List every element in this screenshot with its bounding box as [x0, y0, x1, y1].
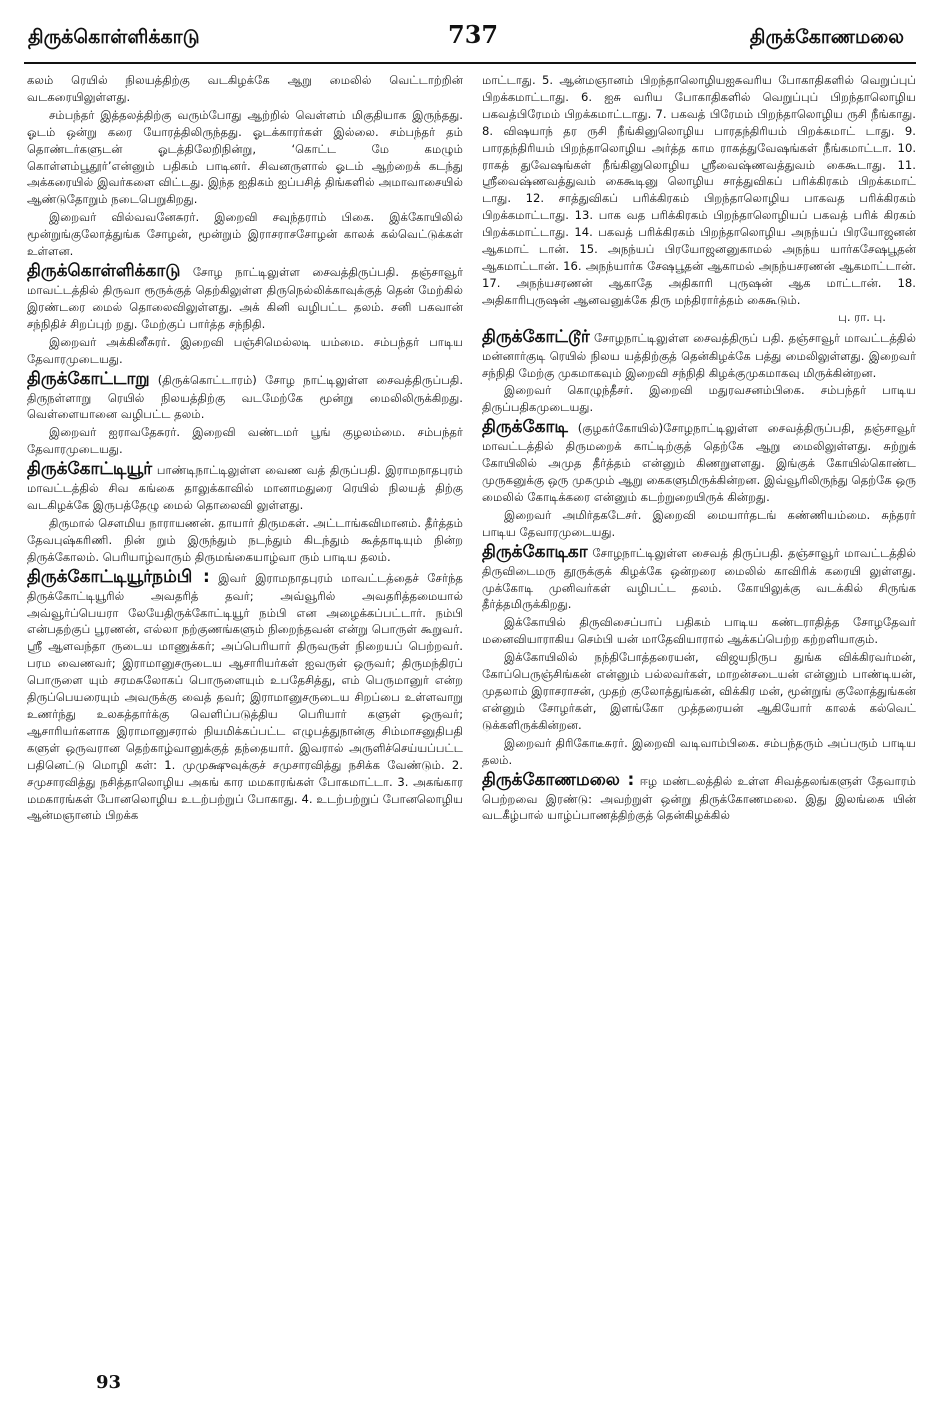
entry	[482, 542, 916, 614]
entry-body: சோழநாட்டிலுள்ள சைவத்திருப் பதி. தஞ்சாவூர் மாவட்டத்தில் மன்னார்குடி ரெயில் நிலய யத்திற்குத் தென்கிழக்கே பத்து மைலிலுள்ளது. இறைவர் சந்நிதி மேற்கு முகமாகவும் இறைவி சந்நிதி கிழக்குமுகமாகவு மிருக்கின்றன.	[482, 330, 916, 380]
entry-headword: திருக்கோட்டியூர்நம்பி :	[27, 566, 210, 587]
entry-headword: திருக்கோடிகா	[482, 541, 588, 562]
paragraph: இறைவர் அமிர்தகடேசர். இறைவி மையார்தடங் கண்ணியம்மை. சுந்தரர் பாடிய தேவாரமுடையது.	[482, 507, 916, 539]
header-rule	[24, 62, 916, 64]
paragraph: திருமால் சௌமிய நாராயணன். தாயார் திருமகள். அட்டாங்கவிமானம். தீர்த்தம் தேவபுஷ்கரிணி. நின் றும் இருந்தும் நடந்தும் கிடந்தும் கூத்தாடியும் நின்ற திருக்கோலம். பெரியாழ்வாரும் திருமங்கையாழ்வா ரும் பாடிய தலம்.	[27, 515, 463, 564]
entry	[27, 459, 463, 514]
paragraph	[482, 72, 916, 326]
entry-body: சோழ நாட்டிலுள்ள சைவத்திருப்பதி. தஞ்சாவூர் மாவட்டத்தில் திருவா ரூருக்குத் தெற்கிலுள்ள திருநெல்லிக்காவுக்குத் தென் மேற்கில் இரண்டரை மைல் தொலைவிலுள்ளது. அக் கினி வழிபட்ட தலம். சனி பகவான் சந்நிதிச் சிறப்புற் றது. மேற்குப் பார்த்த சந்நிதி.	[27, 264, 464, 331]
running-head-right: திருக்கோணமலை	[749, 26, 904, 48]
paragraph: இக்கோயில் திருவிசைப்பாப் பதிகம் பாடிய கண்டராதித்த சோழதேவர் மனைவியாராகிய செம்பி யன் மாதேவியாரால் ஆக்கப்பெற்ற கற்றளியாகும்.	[482, 615, 916, 647]
paragraph: இறைவர் திரிகோடீசுரர். இறைவி வடிவாம்பிகை. சம்பந்தரும் அப்பரும் பாடிய தலம்.	[482, 735, 916, 767]
paragraph: இறைவர் அக்கினீசுரர். இறைவி பஞ்சிமெல்லடி யம்மை. சம்பந்தர் பாடிய தேவாரமுடையது.	[27, 334, 463, 366]
paragraph-text: மாட்டாது. 5. ஆன்மஞானம் பிறந்தாலொழியஐசுவரிய போகாதிகளில் வெறுப்புப் பிறக்கமாட்டாது. 6. ஐசு வரிய போகாதிகளில் வெறுப்புப் பிறந்தாலொழிய பகவத்பிரேமம் பிறக்கமாட்டாது. 7. பகவத் பிரேமம் பிறந்தாலொழிய ருசி நீங்காது. 8. விஷயாந் தர ருசி நீங்கினுலொழிய பாரதந்திரியம் பிறக்கமாட் டாது. 9. பாரதந்திரியம் பிறந்தாலொழிய அர்த்த காம ராகத்துவேஷங்கள் நீங்கமாட்டா. 10. ராகத் துவேஷங்கள் நீங்கினுலொழிய ஸ்ரீவைஷ்ணவத்துவம் கைகூடாது. 11. ஸ்ரீவைஷ்ணவத்துவம் கைகூடினு லொழிய சாத்துவிகப் பரிக்கிரகம் பிறக்கமாட் டாது. 12. சாத்துவிகப் பரிக்கிரகம் பிறந்தாலொழிய பாகவத பரிக்கிரகம் பிறக்கமாட்டாது. 13. பாக வத பரிக்கிரகம் பிறந்தாலொழியப் பகவத் பரிக் கிரகம் பிறக்கமாட்டாது. 14. பகவத் பரிக்கிரகம் பிறந்தாலொழிய அநந்யப் பிரயோஜனன் ஆகமாட் டான். 15. அநந்யப் பிரயோஜனனுகாமல் அநந்ய யார்கசேஷபூதன் ஆகமாட்டான். 16. அநந்யார்க சேஷபூதன் ஆகாமல் அநந்யசரணன் ஆகமாட்டான். 17. அநந்யசரணன் ஆகாதே அதிகாரி புருஷன் ஆக மாட்டான். 18. அதிகாரிபுருஷன் ஆனவனுக்கே திரு மந்திரார்த்தம் கைகூடும்.	[482, 73, 916, 307]
entry-body: சோழநாட்டிலுள்ள சைவத் திருப்பதி. தஞ்சாவூர் மாவட்டத்தில் திருவிடைமரு தூருக்குக் கிழக்கே ஒன்றரை மைலில் காவிரிக் கரையி லுள்ளது. முக்கோடி முனிவர்கள் வழிபட்ட தலம். கோயிலுக்கு வடக்கில் சிருங்க தீர்த்தமிருக்கிறது.	[482, 545, 916, 612]
entry	[482, 770, 916, 825]
entry-headword: திருக்கோடி	[482, 417, 568, 438]
entry-body: இவர் இராமநாதபுரம் மாவட்டத்தைச் சேர்ந்த திருக்கோட்டியூரில் அவதரித் தவர்; அவ்வூரில் அவதரித்தமையால் அவ்வூர்ப்பெயரா லேயேதிருக்கோட்டியூர் நம்பி என அழைக்கப்பட்டார். நம்பி என்பதற்குப் பூரணன், எல்லா நற்குணங்களும் நிறைந்தவன் என்று பொருள் கூறுவர். ஸ்ரீ ஆளவந்தா ருடைய மாணுக்கர்; அப்பெரியார் திருவருள் நிறையப் பெற்றவர். பரம வைணவர்; இராமானுசருடைய ஆசாரியர்கள் ஐவருள் ஒருவர்; திருமந்திரப் பொருளை யும் சரமசுலோகப் பொருளையும் உபதேசித்து, எம் பெருமானுர் என்ற திருப்பெயரையும் அவருக்கு வைத் தவர்; இராமானுசருடைய சிறப்பை உள்ளவாறு உணர்ந்து உலகத்தார்க்கு வெளிப்படுத்திய பெரியார் களுள் ஒருவர்; ஆசாரியர்களாக இராமானுசரால் நியமிக்கப்பட்ட எழுபத்துநான்கு சிம்மாசனுதிபதி களுள் ஒருவரான தெற்காழ்வானுக்குத் தந்தையார். இவரால் அருளிச்செய்யப்பட்ட பதினெட்டு மொழி கள்: 1. முமுக்ஷுவுக்குச் சமுசாரவித்து நசிக்க வேண்டும். 2. சமுசாரவித்து நசித்தாலொழிய அகங் கார மமகாரங்கள் போகமாட்டா. 3. அகங்கார மமகாரங்கள் போனலொழிய உடற்பற்றுப் போகாது. 4. உடற்பற்றுப் போனலொழிய ஆன்மஞானம் பிறக்க	[27, 570, 463, 823]
left-column	[27, 72, 463, 825]
entry	[27, 369, 463, 424]
paragraph: இறைவர் ஐராவதேசுரர். இறைவி வண்டமர் பூங் குழலம்மை. சம்பந்தர் தேவாரமுடையது.	[27, 425, 463, 457]
page-number: 737	[448, 20, 499, 49]
entry	[482, 327, 916, 382]
paragraph: இறைவர் கொழுந்தீசர். இறைவி மதுரவசனம்பிகை. சம்பந்தர் பாடிய திருப்பதிகமுடையது.	[482, 383, 916, 415]
entry-headword: திருக்கோணமலை :	[482, 769, 635, 790]
folio-number: 93	[96, 1372, 122, 1393]
entry	[27, 567, 463, 825]
entry	[482, 417, 916, 506]
entry-headword: திருக்கோட்டியூர்	[27, 459, 153, 480]
entry-body: ஈழ மண்டலத்தில் உள்ள சிவத்தலங்களுள் தேவாரம் பெற்றவை இரண்டு: அவற்றுள் ஒன்று திருக்கோணமலை. இது இலங்கை யின் வடகீழ்பால் யாழ்ப்பாணத்திற்குத் தென்கிழக்கில்	[482, 773, 917, 823]
entry-body: (திருக்கொட்டாரம்) சோழ நாட்டிலுள்ள சைவத்திருப்பதி. திருநள்ளாறு ரெயில் நிலயத்திற்கு வடமேற்கே மூன்று மைலிலிருக்கிறது. வெள்ளையானை வழிபட்ட தலம்.	[27, 372, 464, 422]
entry-headword: திருக்கொள்ளிக்காடு	[27, 260, 181, 281]
entry	[27, 261, 463, 333]
entry-headword: திருக்கோட்டாறு	[27, 368, 150, 389]
paragraph: இக்கோயிலில் நந்திபோத்தரையன், விஜயநிருப துங்க விக்கிரவர்மன், கோப்பெருஞ்சிங்கன் என்னும் பல்லவர்கள், மாறன்சடையன் என்னும் பாண்டியன், முதலாம் இராசராசன், முதற் குலோத்துங்கன், விக்கிர மன், மூன்றுங் குலோத்துங்கன் என்னும் சோழர்கள், இளங்கோ முத்தரையன் ஆகியோர் காலக் கல்வெட் டுக்களிருக்கின்றன.	[482, 650, 916, 732]
paragraph: சம்பந்தர் இத்தலத்திற்கு வரும்போது ஆற்றில் வெள்ளம் மிகுதியாக இருந்தது. ஓடம் ஒன்று கரை யோரத்திலிருந்தது. ஓடக்காரர்கள் இல்லை. சம்பந்தர் தம் தொண்டர்களுடன் ஓடத்திலேறிநின்று, ‘கொட்ட மே கமழும் கொள்ளம்பூதூர்’என்னும் பதிகம் பாடினர். சிவனருளால் ஓடம் ஆற்றைக் கடந்து அக்கரையில் இவர்களை விட்டது. இந்த ஐதிகம் ஐப்பசித் திங்களில் அமாவாசையில் ஆண்டுதோறும் நடைபெறுகிறது.	[27, 107, 463, 207]
entry-headword: திருக்கோட்டூர்	[482, 326, 590, 347]
paragraph: இறைவர் வில்வவனேசுரர். இறைவி சவுந்தராம் பிகை. இக்கோயிலில் மூன்றுங்குலோத்துங்க சோழன், மூன்றும் இராசராசசோழன் காலக் கல்வெட்டுக்கள் உள்ளன.	[27, 210, 463, 259]
running-head-left: திருக்கொள்ளிக்காடு	[28, 26, 200, 48]
entry-body: பாண்டிநாட்டிலுள்ள வைண வத் திருப்பதி. இராமநாதபுரம் மாவட்டத்தில் சிவ கங்கை தாலுக்காவில் மானாமதுரை ரெயில் நிலயத் திற்கு வடகிழக்கே இருபத்தேழு மைல் தொலைவி லுள்ளது.	[27, 463, 464, 513]
author-initials: பு. ரா. பு.	[838, 309, 886, 324]
paragraph: கலம் ரெயில் நிலயத்திற்கு வடகிழக்கே ஆறு மைலில் வெட்டாற்றின் வடகரையிலுள்ளது.	[27, 73, 463, 104]
right-column	[482, 72, 916, 825]
entry-body: (குழகர்கோயில்)சோழநாட்டிலுள்ள சைவத்திருப்பதி, தஞ்சாவூர் மாவட்டத்தில் திருமறைக் காட்டிற்குத் தெற்கே ஆறு மைலிலுள்ளது. சுற்றுக் கோயிலில் அமுத தீர்த்தம் என்னும் கிணறுளளது. இங்குக் கோயில்கொண்ட முருகனுக்கு ஒரு முகமும் ஆறு கைகளுமிருக்கின்றன. இவ்வூரிலிருந்து தெற்கே ஒரு மைலில் கோடிக்கரை என்னும் கடற்றுறையிருக் கின்றது.	[482, 421, 916, 504]
